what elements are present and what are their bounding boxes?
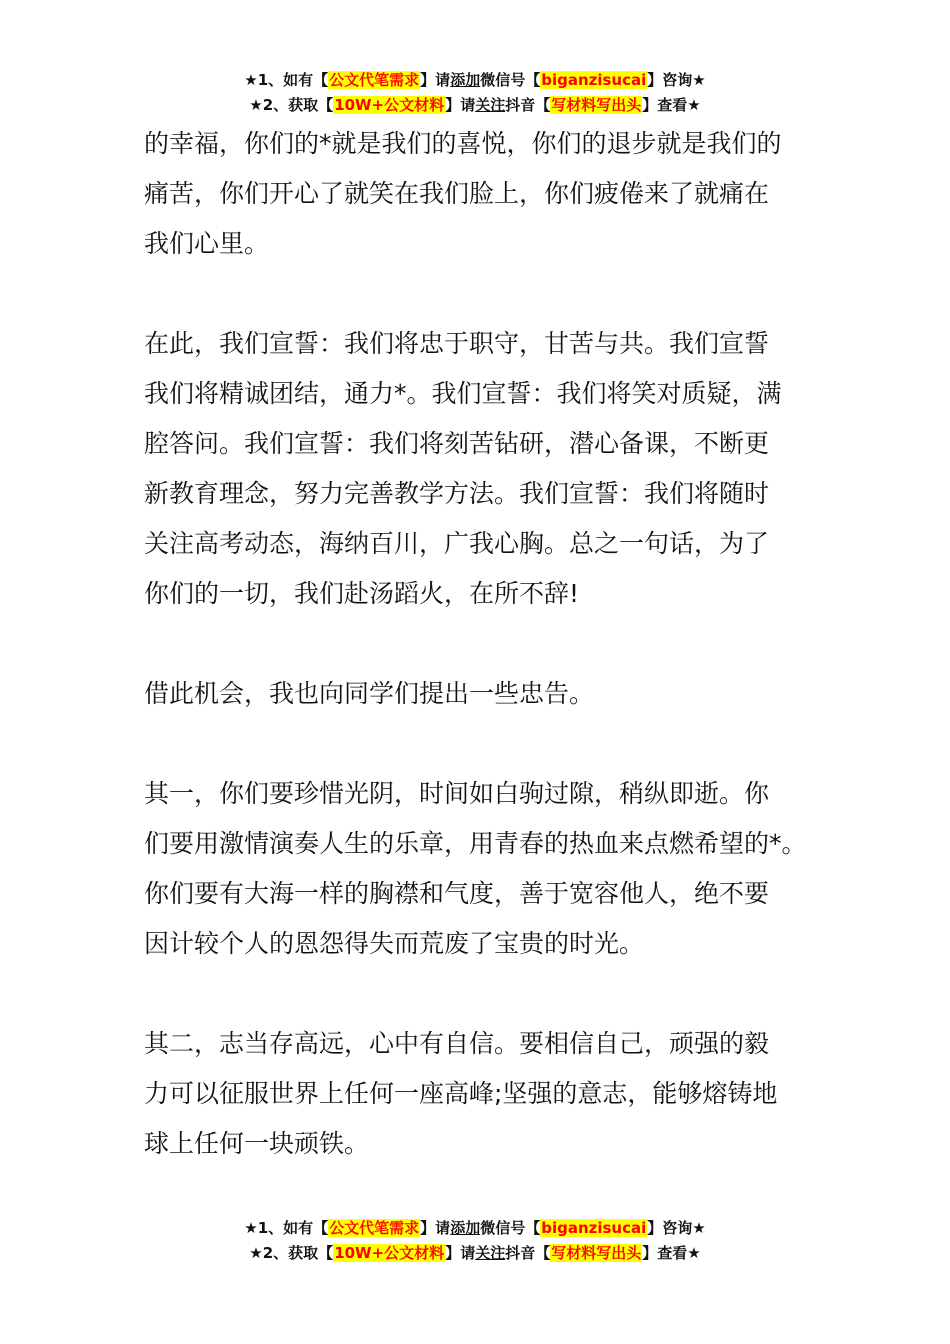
banner-highlight: 公文代笔需求 [329, 1219, 420, 1237]
banner-underlined-text: 添加 [450, 1219, 481, 1237]
text-line: 你们的一切，我们赴汤蹈火，在所不辞! [144, 579, 580, 608]
banner-highlight: 10W+公文材料 [334, 96, 445, 114]
text-line: 痛苦，你们开心了就笑在我们脸上，你们疲倦来了就痛在 [144, 179, 770, 208]
text-line: 球上任何一块顽铁。 [144, 1129, 370, 1158]
banner-prefix: ★1、如有【 [244, 1219, 329, 1237]
banner-text: 】请 [445, 1244, 476, 1262]
text-line: 新教育理念，努力完善教学方法。我们宣誓：我们将随时 [144, 479, 770, 508]
banner-prefix: ★1、如有【 [244, 71, 329, 89]
text-line: 你们要有大海一样的胸襟和气度，善于宽容他人，绝不要 [144, 879, 770, 908]
text-line: 力可以征服世界上任何一座高峰;坚强的意志，能够熔铸地 [144, 1079, 778, 1108]
paragraph [144, 1019, 824, 1169]
banner-highlight: biganzisucai [541, 1219, 647, 1237]
footer-banner-line-2 [0, 1241, 950, 1266]
banner-highlight: biganzisucai [541, 71, 647, 89]
text-line: 关注高考动态，海纳百川，广我心胸。总之一句话，为了 [144, 529, 770, 558]
text-line: 们要用激情演奏人生的乐章，用青春的热血来点燃希望的*。 [144, 829, 807, 858]
text-line: 其二，志当存高远，心中有自信。要相信自己，顽强的毅 [144, 1029, 770, 1058]
document-body [144, 119, 824, 1219]
banner-text: 抖音【 [505, 1244, 551, 1262]
banner-highlight: 10W+公文材料 [334, 1244, 445, 1262]
text-line: 的幸福，你们的*就是我们的喜悦，你们的退步就是我们的 [144, 129, 782, 158]
banner-text: 】请 [445, 96, 476, 114]
banner-highlight: 写材料写出头 [551, 1244, 642, 1262]
banner-text: 微信号【 [480, 71, 541, 89]
banner-underlined-text: 关注 [475, 96, 506, 114]
banner-underlined-text: 关注 [475, 1244, 506, 1262]
banner-suffix: 】查看★ [642, 1244, 701, 1262]
footer-banner [0, 1216, 950, 1266]
banner-text: 】请 [420, 1219, 451, 1237]
banner-text: 抖音【 [505, 96, 551, 114]
header-banner-line-2 [0, 93, 950, 118]
text-line: 我们心里。 [144, 229, 270, 258]
text-line: 我们将精诚团结，通力*。我们宣誓：我们将笑对质疑，满 [144, 379, 782, 408]
header-banner-line-1 [0, 68, 950, 93]
text-line: 借此机会，我也向同学们提出一些忠告。 [144, 679, 595, 708]
banner-suffix: 】咨询★ [647, 71, 706, 89]
paragraph [144, 769, 824, 969]
paragraph [144, 319, 824, 619]
text-line: 因计较个人的恩怨得失而荒废了宝贵的时光。 [144, 929, 645, 958]
header-banner [0, 68, 950, 118]
banner-prefix: ★2、获取【 [249, 96, 334, 114]
paragraph [144, 669, 824, 719]
text-line: 在此，我们宣誓：我们将忠于职守，甘苦与共。我们宣誓 [144, 329, 770, 358]
banner-highlight: 公文代笔需求 [329, 71, 420, 89]
paragraph [144, 119, 824, 269]
banner-suffix: 】咨询★ [647, 1219, 706, 1237]
text-line: 其一，你们要珍惜光阴，时间如白驹过隙，稍纵即逝。你 [144, 779, 770, 808]
text-line: 腔答问。我们宣誓：我们将刻苦钻研，潜心备课，不断更 [144, 429, 770, 458]
banner-text: 微信号【 [480, 1219, 541, 1237]
banner-prefix: ★2、获取【 [249, 1244, 334, 1262]
banner-underlined-text: 添加 [450, 71, 481, 89]
banner-text: 】请 [420, 71, 451, 89]
footer-banner-line-1 [0, 1216, 950, 1241]
banner-suffix: 】查看★ [642, 96, 701, 114]
banner-highlight: 写材料写出头 [551, 96, 642, 114]
